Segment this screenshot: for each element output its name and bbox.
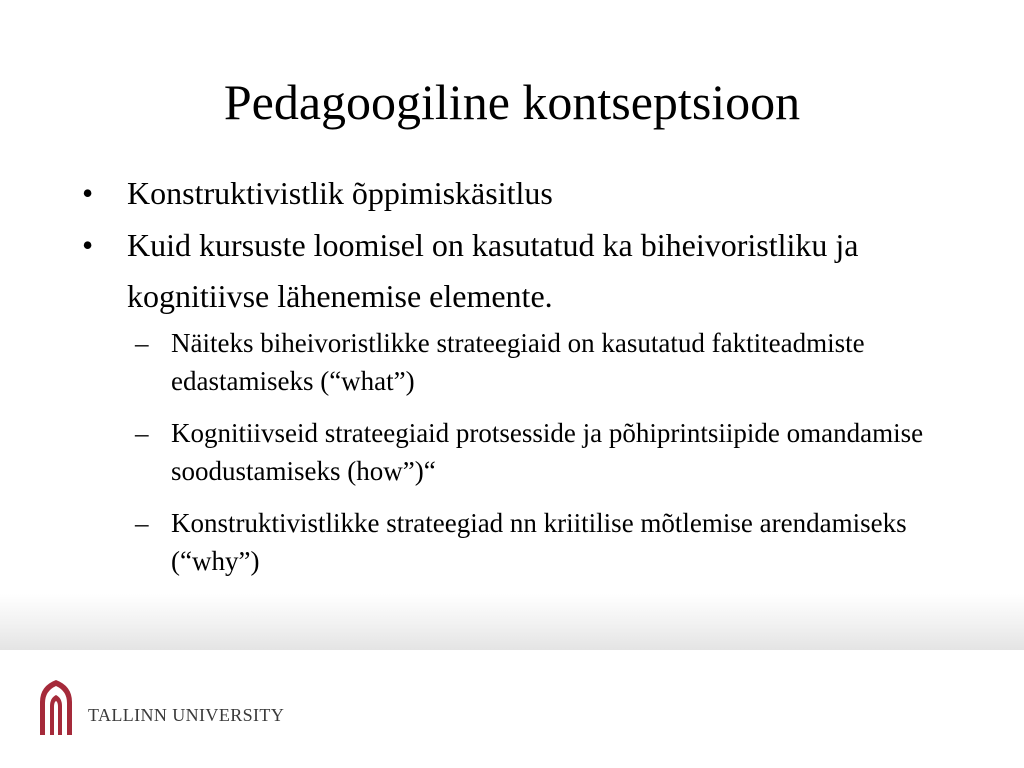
sub-bullet-item <box>80 414 960 490</box>
sub-bullet-item <box>80 504 960 580</box>
bullet-marker <box>80 168 127 219</box>
sub-bullet-text: Konstruktivistlikke strateegiad nn kriitilise mõtlemise arendamiseks (“why”) <box>171 508 907 576</box>
slide-title: Pedagoogiline kontseptsioon <box>223 74 801 130</box>
bullet-item <box>80 168 960 219</box>
sub-bullet-text: Kognitiivseid strateegiaid protsesside ja põhiprintsiipide omandamise soodustamiseks (how”)“ <box>171 418 924 486</box>
tallinn-university-arch-icon <box>36 678 76 736</box>
bullet-item <box>80 220 960 322</box>
university-name: TALLINN UNIVERSITY <box>88 705 285 725</box>
footer-gradient-band <box>0 594 1024 650</box>
dash-marker <box>135 504 149 542</box>
bullet-text: Kuid kursuste loomisel on kasutatud ka biheivoristliku ja kognitiivse lähenemise elemente. <box>127 227 859 314</box>
slide-content <box>80 168 960 594</box>
dash-marker <box>135 414 149 452</box>
sub-bullet-item <box>80 324 960 400</box>
dash-marker <box>135 324 149 362</box>
sub-bullet-text: Näiteks biheivoristlikke strateegiaid on kasutatud faktiteadmiste edastamiseks (“what”) <box>171 328 865 396</box>
bullet-text: Konstruktivistlik õppimiskäsitlus <box>127 175 553 211</box>
bullet-marker <box>80 220 127 271</box>
